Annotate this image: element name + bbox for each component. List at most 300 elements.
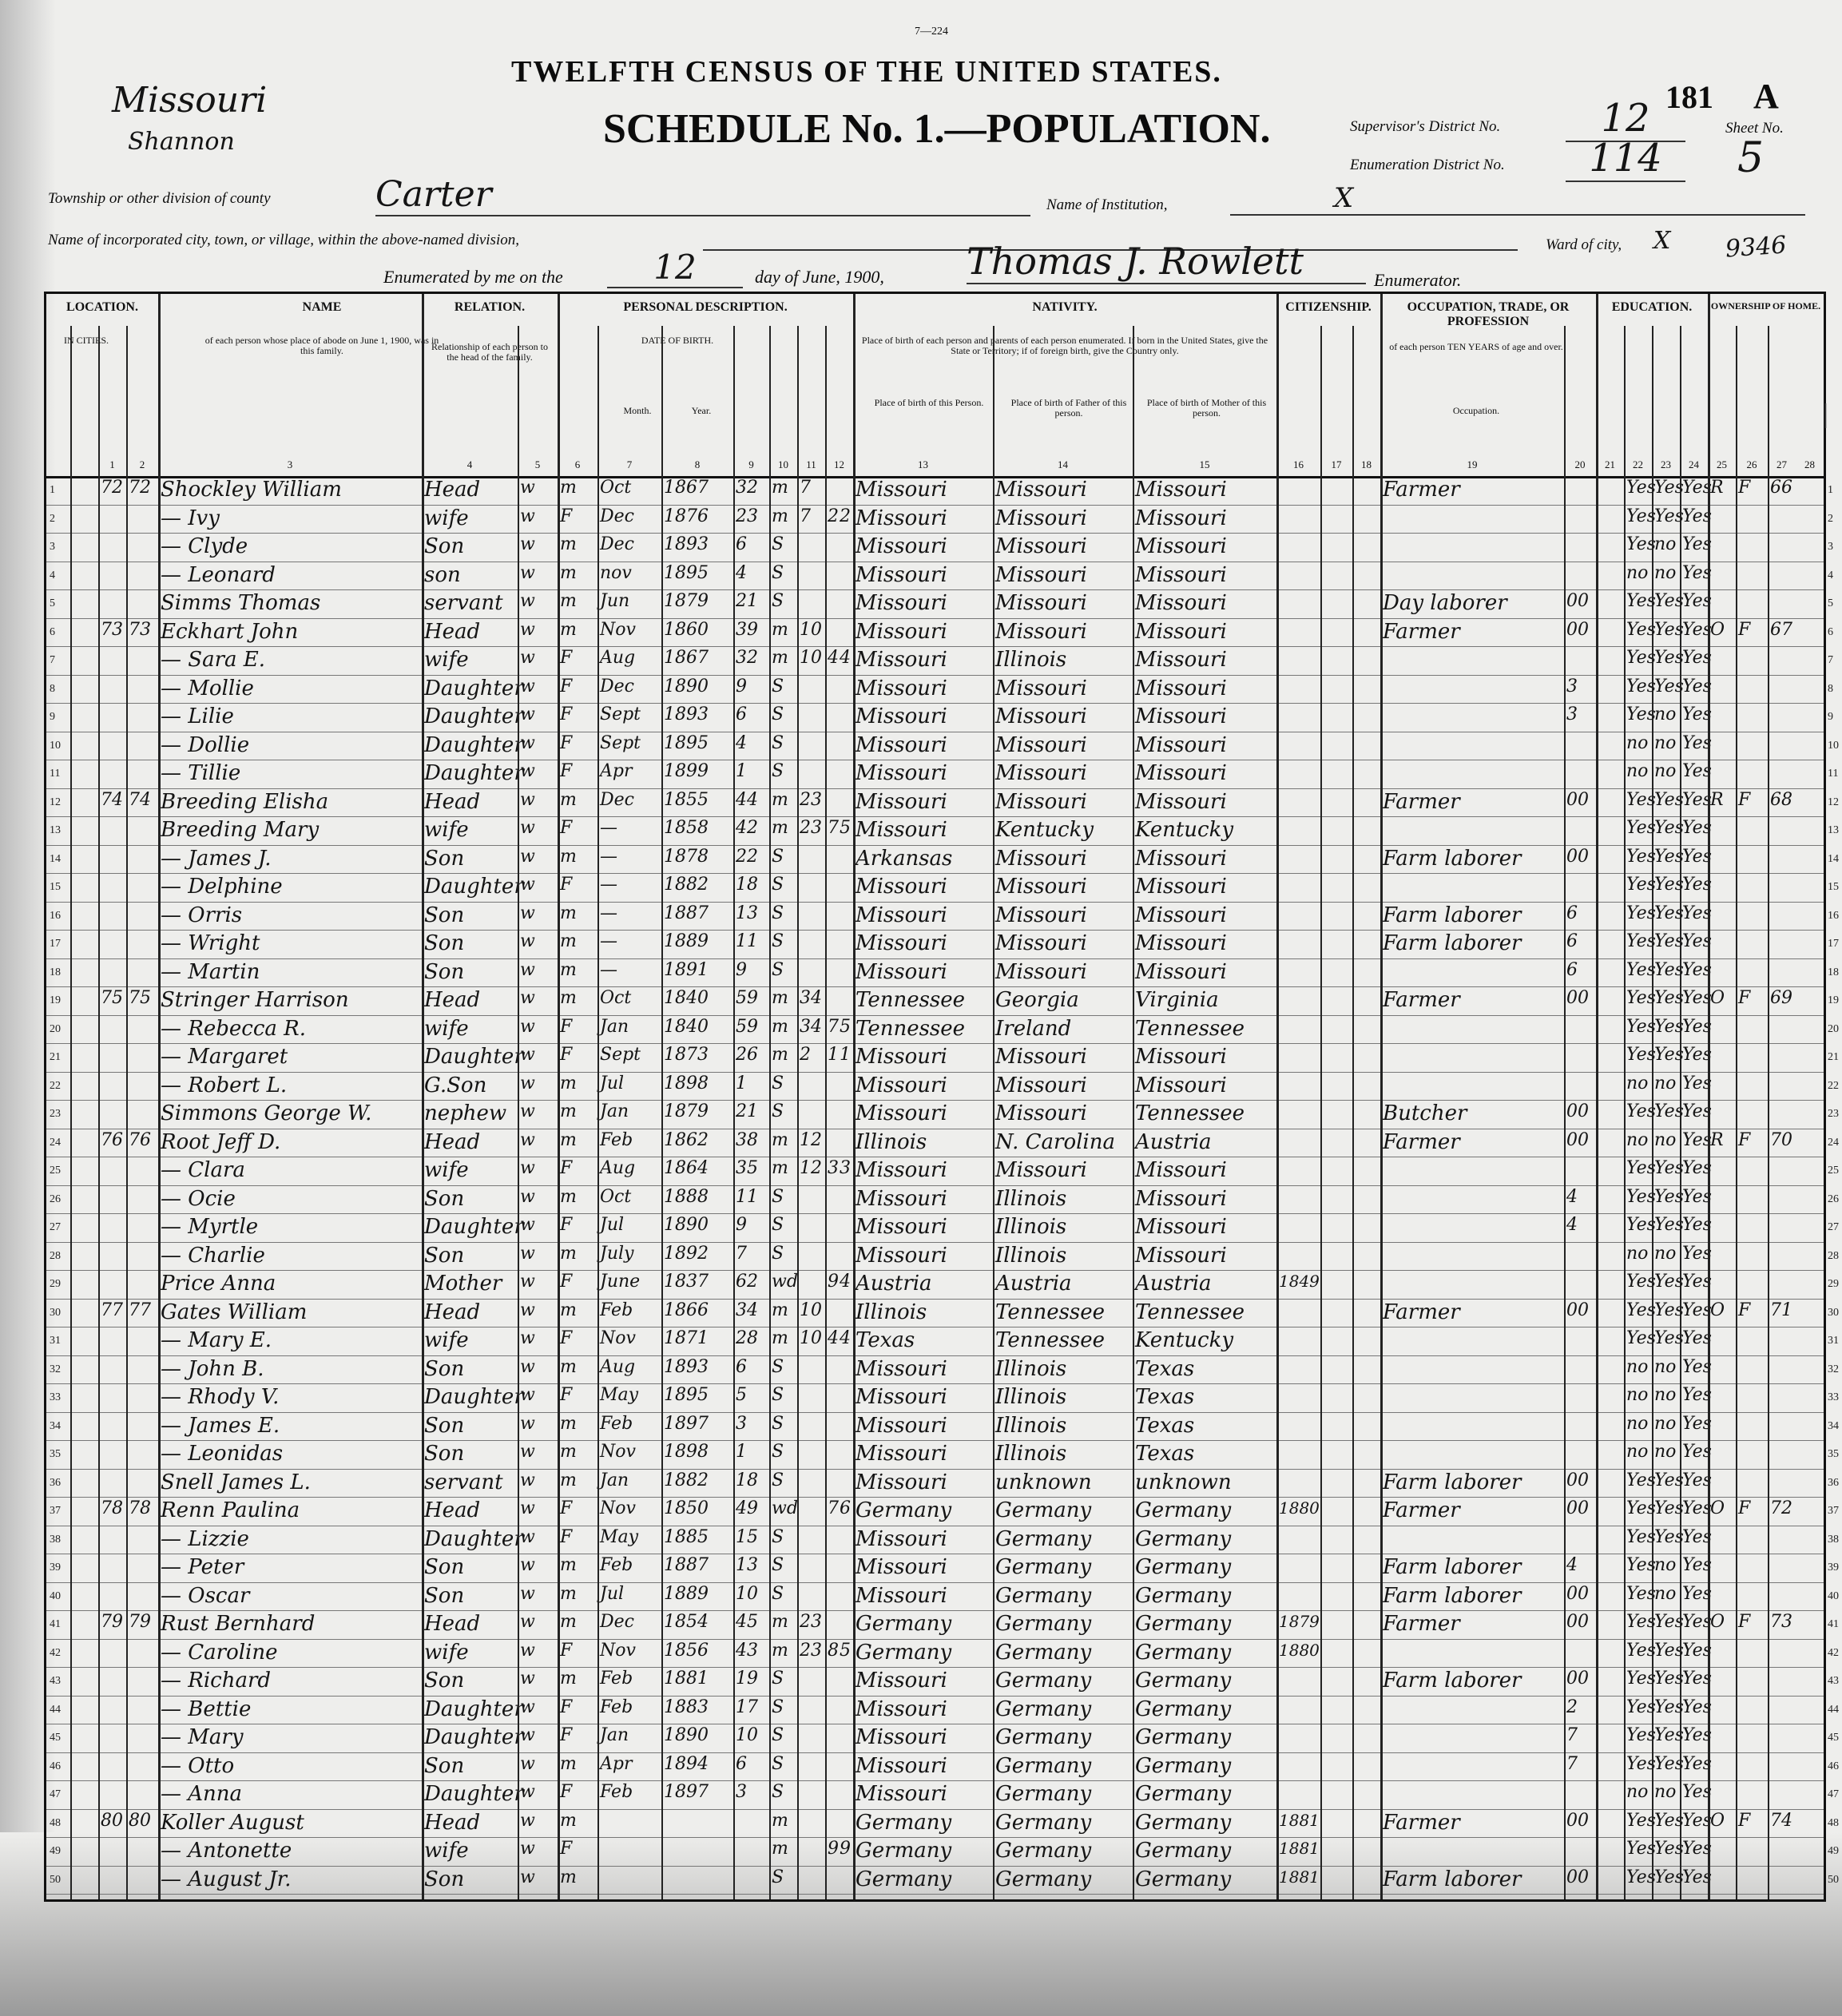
cell-school: 00: [1566, 1498, 1589, 1518]
cell-read: Yes: [1626, 1300, 1656, 1320]
cell-fob: Missouri: [995, 875, 1087, 899]
column-number: 14: [1058, 458, 1068, 470]
cell-fam: 80: [129, 1810, 151, 1831]
cell-write: Yes: [1654, 1101, 1684, 1121]
cell-month: Aug: [600, 648, 636, 668]
cell-eng: Yes: [1682, 1413, 1712, 1434]
line-number: 4: [50, 569, 55, 581]
cell-pob: Missouri: [855, 1101, 947, 1125]
cell-sex: F: [560, 732, 573, 753]
cell-mob: Missouri: [1135, 1186, 1227, 1211]
column-divider: [769, 326, 771, 1899]
cell-school: 4: [1566, 1555, 1578, 1575]
cell-mob: Germany: [1135, 1867, 1232, 1891]
cell-sex: F: [560, 1782, 573, 1802]
cell-age: 9: [736, 676, 747, 696]
cell-name: — Wright: [161, 931, 260, 955]
cell-write: Yes: [1654, 591, 1684, 611]
cell-mob: Germany: [1135, 1753, 1232, 1778]
line-number: 27: [50, 1221, 61, 1233]
cell-year: 1862: [664, 1129, 709, 1150]
cell-rel: wife: [424, 818, 469, 842]
cell-pob: Missouri: [855, 1215, 947, 1239]
cell-sex: F: [560, 1697, 573, 1717]
table-row: [46, 1837, 1839, 1867]
cell-pob: Missouri: [855, 1526, 947, 1551]
cell-sex: m: [560, 534, 577, 554]
cell-ch: 4: [828, 1328, 839, 1348]
enumerated-prefix: Enumerated by me on the: [383, 267, 563, 287]
cell-month: Dec: [600, 676, 634, 696]
cell-write: Yes: [1654, 1045, 1684, 1065]
header-place-person: Place of birth of this Person.: [874, 397, 984, 408]
cell-eng: Yes: [1682, 591, 1712, 611]
cell-age: 34: [736, 1300, 758, 1320]
cell-name: Renn Paulina: [161, 1498, 300, 1522]
cell-year: 1850: [664, 1498, 709, 1518]
cell-month: Dec: [600, 1612, 634, 1632]
cell-mar: S: [772, 1215, 784, 1235]
cell-school: 3: [1566, 704, 1578, 724]
cell-year: 1889: [664, 1583, 709, 1604]
cell-fob: Germany: [995, 1753, 1092, 1778]
cell-fob: Illinois: [995, 1215, 1067, 1239]
header-occupation: OCCUPATION, TRADE, OR PROFESSION: [1407, 300, 1570, 328]
schedule-title: SCHEDULE No. 1.—POPULATION.: [603, 106, 1271, 152]
cell-rel: Head: [424, 1810, 481, 1835]
cell-eng: Yes: [1682, 1045, 1712, 1065]
column-number: 26: [1746, 458, 1757, 470]
cell-read: Yes: [1626, 1669, 1656, 1689]
cell-name: — Delphine: [161, 875, 283, 899]
cell-write: no: [1654, 1243, 1677, 1264]
cell-read: no: [1626, 1782, 1649, 1802]
cell-mar: S: [772, 1583, 784, 1604]
cell-fam: 72: [129, 478, 151, 498]
cell-yrs: 10: [800, 1300, 822, 1320]
cell-read: Yes: [1626, 1612, 1656, 1632]
cell-write: Yes: [1654, 676, 1684, 696]
table-row: [46, 618, 1833, 648]
cell-mob: Kentucky: [1135, 818, 1234, 842]
cell-sch: 68: [1770, 789, 1792, 810]
cell-imm: 1879: [1279, 1612, 1320, 1631]
cell-own: O: [1710, 1612, 1725, 1632]
cell-imm: 1880: [1279, 1498, 1320, 1518]
cell-school: 2: [1566, 1697, 1578, 1717]
cell-color: w: [520, 1215, 535, 1235]
cell-mar: m: [772, 1640, 788, 1661]
table-row: [46, 1469, 1839, 1498]
cell-write: Yes: [1654, 648, 1684, 668]
cell-fob: Illinois: [995, 1356, 1067, 1381]
cell-mar: S: [772, 732, 784, 753]
cell-sex: m: [560, 478, 577, 498]
cell-pob: Missouri: [855, 732, 947, 757]
cell-write: no: [1654, 1555, 1677, 1575]
line-number: 32: [50, 1363, 61, 1375]
cell-sex: m: [560, 619, 577, 640]
cell-name: — Anna: [161, 1782, 243, 1806]
cell-school: 00: [1566, 619, 1589, 640]
cell-read: no: [1626, 1129, 1649, 1150]
cell-mar: S: [772, 1753, 784, 1774]
cell-mar: S: [772, 591, 784, 611]
cell-color: w: [520, 1045, 535, 1065]
cell-age: 4: [736, 732, 747, 753]
cell-eng: Yes: [1682, 1753, 1712, 1774]
cell-mar: m: [772, 506, 788, 526]
ward-label: Ward of city,: [1546, 236, 1622, 253]
table-header: [46, 294, 1824, 478]
cell-rel: Son: [424, 1753, 465, 1778]
column-number: 11: [806, 458, 816, 470]
cell-mar: m: [772, 1810, 788, 1831]
table-row: [46, 1355, 1839, 1385]
cell-year: 1890: [664, 1725, 709, 1745]
cell-eng: Yes: [1682, 648, 1712, 668]
cell-mar: S: [772, 562, 784, 583]
line-number: 43: [50, 1675, 61, 1687]
column-number: 6: [574, 458, 581, 470]
line-number: 14: [50, 852, 61, 865]
cell-color: w: [520, 562, 535, 583]
cell-sex: F: [560, 1725, 573, 1745]
cell-imm: 1881: [1279, 1867, 1320, 1887]
cell-school: 00: [1566, 1101, 1589, 1121]
population-table: [44, 292, 1839, 1902]
cell-name: — Peter: [161, 1555, 244, 1579]
cell-mar: S: [772, 959, 784, 980]
cell-read: Yes: [1626, 1045, 1656, 1065]
cell-write: no: [1654, 534, 1677, 554]
cell-color: w: [520, 1385, 535, 1405]
cell-sex: F: [560, 1526, 573, 1547]
cell-write: no: [1654, 1583, 1677, 1604]
cell-mob: Germany: [1135, 1839, 1232, 1863]
cell-school: 4: [1566, 1215, 1578, 1235]
cell-mob: Missouri: [1135, 875, 1227, 899]
cell-sex: F: [560, 761, 573, 781]
table-row: [46, 958, 1839, 988]
supervisors-value: 12: [1566, 96, 1685, 142]
cell-eng: Yes: [1682, 619, 1712, 640]
cell-month: Feb: [600, 1782, 633, 1802]
cell-read: no: [1626, 732, 1649, 753]
cell-occ: Farm laborer: [1383, 1470, 1522, 1494]
cell-read: Yes: [1626, 875, 1656, 895]
cell-liv: 4: [840, 648, 851, 668]
cell-occ: Farm laborer: [1383, 903, 1522, 927]
cell-color: w: [520, 1839, 535, 1859]
cell-age: 45: [736, 1612, 758, 1632]
line-number-right: 49: [1828, 1845, 1839, 1857]
cell-mar: S: [772, 534, 784, 554]
line-number-right: 28: [1828, 1249, 1839, 1262]
cell-pob: Missouri: [855, 875, 947, 899]
line-number: 17: [50, 938, 61, 950]
cell-eng: Yes: [1682, 1526, 1712, 1547]
cell-mob: Germany: [1135, 1697, 1232, 1721]
cell-name: — Orris: [161, 903, 243, 927]
column-divider: [1680, 326, 1681, 1899]
cell-read: Yes: [1626, 1583, 1656, 1604]
cell-color: w: [520, 931, 535, 951]
cell-read: Yes: [1626, 1101, 1656, 1121]
cell-sex: m: [560, 1101, 577, 1121]
cell-read: no: [1626, 1356, 1649, 1377]
cell-pob: Missouri: [855, 1186, 947, 1211]
line-number-right: 16: [1828, 909, 1839, 922]
cell-dw: 77: [101, 1300, 123, 1320]
cell-sch: 72: [1770, 1498, 1792, 1518]
column-divider: [993, 326, 994, 1899]
cell-year: 1856: [664, 1640, 709, 1661]
cell-color: w: [520, 1583, 535, 1604]
cell-name: — Mary E.: [161, 1328, 272, 1352]
cell-pob: Missouri: [855, 818, 947, 842]
cell-month: May: [600, 1385, 639, 1405]
cell-mob: Austria: [1135, 1129, 1212, 1154]
cell-mob: Austria: [1135, 1272, 1212, 1296]
cell-year: 1898: [664, 1073, 709, 1093]
state-value: Missouri: [112, 80, 268, 121]
cell-sex: F: [560, 1498, 573, 1518]
cell-mar: S: [772, 1697, 784, 1717]
cell-fob: N. Carolina: [995, 1129, 1115, 1154]
cell-name: Shockley William: [161, 478, 342, 502]
ward-value: X: [1653, 227, 1671, 255]
line-number-right: 38: [1828, 1533, 1839, 1546]
cell-sex: F: [560, 1215, 573, 1235]
table-row: [46, 675, 1833, 704]
cell-rel: wife: [424, 1640, 469, 1665]
cell-sex: m: [560, 1810, 577, 1831]
cell-mar: m: [772, 1158, 788, 1178]
cell-mob: Texas: [1135, 1385, 1195, 1409]
table-row: [46, 476, 1833, 506]
cell-mar: S: [772, 1073, 784, 1093]
cell-month: Feb: [600, 1413, 633, 1434]
cell-rel: Daughter: [424, 1725, 524, 1749]
line-number: 35: [50, 1448, 61, 1460]
cell-farm: F: [1738, 1498, 1751, 1518]
cell-eng: Yes: [1682, 704, 1712, 724]
table-row: [46, 1866, 1839, 1895]
cell-name: — Rhody V.: [161, 1385, 280, 1409]
line-number-right: 3: [1828, 541, 1833, 553]
line-number-right: 39: [1828, 1562, 1839, 1574]
cell-month: Sept: [600, 704, 641, 724]
cell-fob: Missouri: [995, 562, 1087, 587]
line-number: 6: [50, 625, 55, 638]
cell-pob: Missouri: [855, 1555, 947, 1579]
column-number: 17: [1331, 458, 1342, 470]
cell-mob: Germany: [1135, 1583, 1232, 1608]
cell-fob: Illinois: [995, 1243, 1067, 1268]
cell-rel: Daughter: [424, 761, 524, 785]
cell-year: 1889: [664, 931, 709, 951]
cell-fob: Missouri: [995, 761, 1087, 785]
cell-pob: Missouri: [855, 761, 947, 785]
cell-age: 59: [736, 988, 758, 1008]
cell-rel: Son: [424, 1867, 465, 1891]
cell-mob: Missouri: [1135, 1073, 1227, 1097]
cell-name: — Margaret: [161, 1045, 288, 1069]
cell-name: Simms Thomas: [161, 591, 321, 615]
cell-age: 18: [736, 875, 758, 895]
cell-color: w: [520, 1526, 535, 1547]
cell-month: Feb: [600, 1697, 633, 1717]
cell-year: 1885: [664, 1526, 709, 1547]
cell-eng: Yes: [1682, 1300, 1712, 1320]
cell-yrs: 2: [800, 1045, 811, 1065]
cell-school: 00: [1566, 1612, 1589, 1632]
cell-month: —: [600, 959, 617, 980]
cell-school: 6: [1566, 959, 1578, 980]
cell-year: 1871: [664, 1328, 709, 1348]
cell-farm: F: [1738, 619, 1751, 640]
cell-sex: m: [560, 988, 577, 1008]
enumerator-name: Thomas J. Rowlett: [967, 240, 1366, 284]
line-number: 46: [50, 1760, 61, 1772]
line-number: 23: [50, 1108, 61, 1120]
cell-eng: Yes: [1682, 1129, 1712, 1150]
cell-fob: Missouri: [995, 1101, 1087, 1125]
cell-eng: Yes: [1682, 1243, 1712, 1264]
column-divider: [825, 326, 827, 1899]
cell-rel: Head: [424, 789, 481, 814]
line-number-right: 20: [1828, 1022, 1839, 1035]
enumerated-day: 12: [607, 248, 743, 288]
cell-color: w: [520, 648, 535, 668]
cell-fam: 74: [129, 789, 151, 810]
cell-write: Yes: [1654, 1640, 1684, 1661]
cell-color: w: [520, 1413, 535, 1434]
cell-read: Yes: [1626, 1328, 1656, 1348]
cell-rel: Daughter: [424, 1045, 524, 1069]
cell-month: Nov: [600, 1328, 636, 1348]
cell-liv: 5: [840, 818, 851, 838]
cell-age: 17: [736, 1697, 758, 1717]
cell-eng: Yes: [1682, 478, 1712, 498]
line-number-right: 6: [1828, 625, 1833, 638]
cell-write: no: [1654, 1413, 1677, 1434]
cell-mob: Germany: [1135, 1555, 1232, 1579]
cell-pob: Missouri: [855, 1725, 947, 1749]
cell-month: —: [600, 875, 617, 895]
column-number: 4: [466, 458, 473, 470]
cell-name: — Rebecca R.: [161, 1016, 306, 1041]
cell-eng: Yes: [1682, 1782, 1712, 1802]
cell-school: 7: [1566, 1725, 1578, 1745]
page-number-value: 181: [1665, 79, 1713, 115]
cell-read: Yes: [1626, 1215, 1656, 1235]
cell-name: Rust Bernhard: [161, 1612, 316, 1636]
cell-liv: 2: [840, 506, 851, 526]
cell-mob: Missouri: [1135, 534, 1227, 558]
cell-read: no: [1626, 1243, 1649, 1264]
cell-sch: 71: [1770, 1300, 1792, 1320]
cell-mar: m: [772, 988, 788, 1008]
cell-age: 9: [736, 959, 747, 980]
cell-color: w: [520, 478, 535, 498]
table-row: [46, 1242, 1839, 1272]
column-number: 22: [1633, 458, 1643, 470]
table-row: [46, 732, 1839, 761]
cell-name: — Lizzie: [161, 1526, 249, 1551]
cell-year: 1892: [664, 1243, 709, 1264]
cell-fob: Missouri: [995, 732, 1087, 757]
cell-dw: 73: [101, 619, 123, 640]
cell-fob: Germany: [995, 1640, 1092, 1665]
cell-fob: Georgia: [995, 988, 1079, 1012]
table-row: [46, 533, 1833, 562]
cell-age: 13: [736, 903, 758, 923]
cell-rel: Son: [424, 903, 465, 927]
cell-rel: son: [424, 562, 461, 587]
cell-name: Gates William: [161, 1300, 308, 1324]
cell-eng: Yes: [1682, 1158, 1712, 1178]
cell-occ: Farm laborer: [1383, 1555, 1522, 1579]
cell-mar: m: [772, 1839, 788, 1859]
cell-sex: m: [560, 1753, 577, 1774]
cell-occ: Farmer: [1383, 1129, 1460, 1154]
cell-fob: Germany: [995, 1612, 1092, 1636]
cell-month: Feb: [600, 1300, 633, 1320]
header-in-cities: IN CITIES.: [64, 335, 109, 346]
column-number: 5: [534, 458, 541, 470]
cell-year: 1890: [664, 1215, 709, 1235]
column-divider: [1276, 294, 1279, 1899]
table-row: [46, 1015, 1839, 1045]
cell-occ: Day laborer: [1383, 591, 1507, 615]
cell-fob: Germany: [995, 1867, 1092, 1891]
table-row: [46, 1043, 1839, 1073]
cell-own: O: [1710, 619, 1725, 640]
cell-eng: Yes: [1682, 1101, 1712, 1121]
cell-year: 1840: [664, 1016, 709, 1037]
cell-sex: m: [560, 1186, 577, 1207]
county-value: Shannon: [128, 128, 235, 156]
column-number: 19: [1467, 458, 1478, 470]
cell-name: — Charlie: [161, 1243, 265, 1268]
cell-age: 38: [736, 1129, 758, 1150]
cell-eng: Yes: [1682, 534, 1712, 554]
cell-read: no: [1626, 761, 1649, 781]
line-number: 34: [50, 1419, 61, 1432]
line-number: 11: [50, 768, 61, 780]
cell-mar: S: [772, 1725, 784, 1745]
cell-color: w: [520, 818, 535, 838]
line-number-right: 15: [1828, 881, 1839, 893]
cell-occ: Farmer: [1383, 1612, 1460, 1636]
cell-read: Yes: [1626, 506, 1656, 526]
cell-rel: Head: [424, 1498, 481, 1522]
cell-sex: F: [560, 1385, 573, 1405]
cell-age: 5: [736, 1385, 747, 1405]
column-divider: [126, 326, 128, 1899]
cell-liv: 4: [840, 1272, 851, 1292]
cell-color: w: [520, 959, 535, 980]
cell-fob: Tennessee: [995, 1328, 1106, 1352]
table-row: [46, 873, 1839, 903]
table-row: [46, 1299, 1839, 1328]
column-divider: [1352, 326, 1354, 1899]
cell-age: 10: [736, 1725, 758, 1745]
cell-fob: Illinois: [995, 1186, 1067, 1211]
cell-age: 15: [736, 1526, 758, 1547]
